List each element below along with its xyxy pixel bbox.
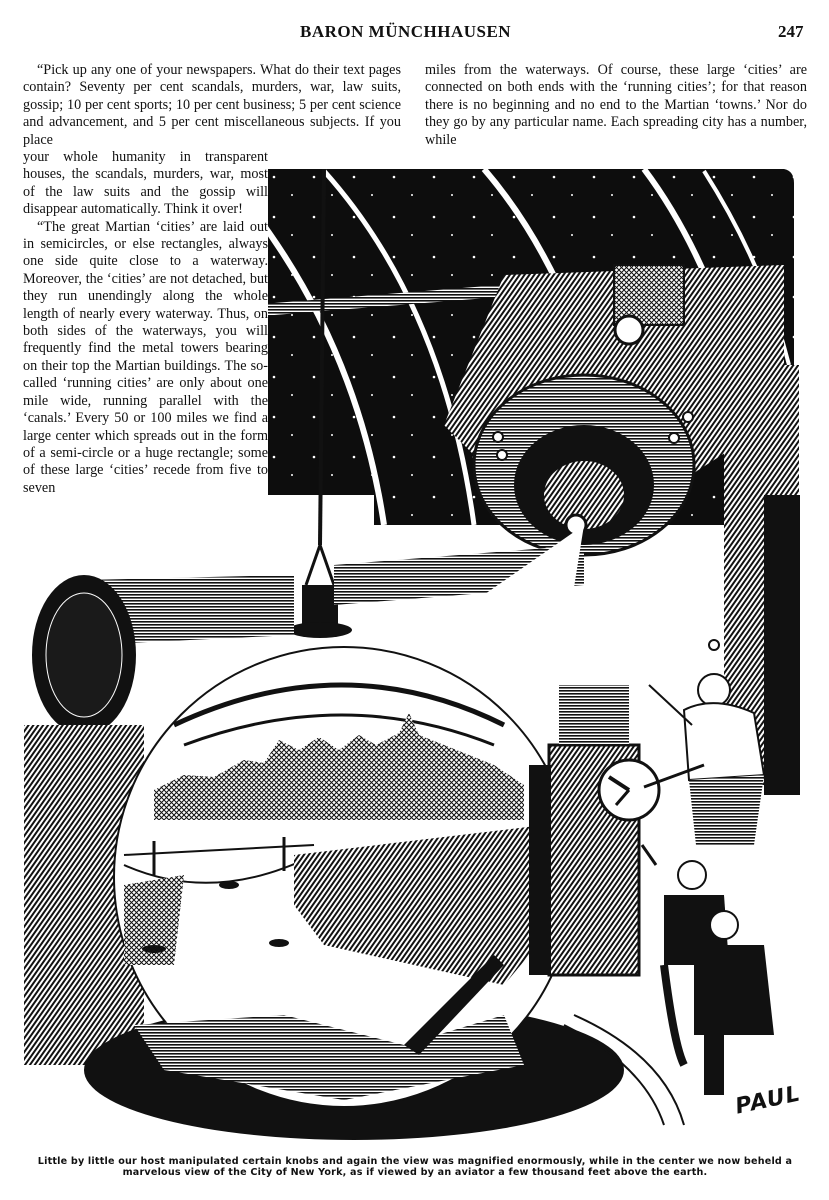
illustration-caption <box>30 1156 800 1178</box>
page-number: 247 <box>778 22 804 41</box>
globe <box>114 647 574 1107</box>
running-title: BARON MÜNCHHAUSEN <box>300 22 512 41</box>
caption-line: Little by little our host manipulated certain knobs and again the view was magnified enormously, while in the center we now beheld a <box>37 1156 793 1167</box>
text-column-left-top <box>23 62 401 149</box>
running-head <box>0 22 829 46</box>
text-column-right-top <box>425 62 807 149</box>
artist-signature: PAUL <box>733 1081 803 1120</box>
paragraph: “The great Martian ‘cities’ are laid out in semicircles, or else rectangles, always one side quite close to a waterway. Moreover, the ‘cities’ are not detached, but they run unendingly along the whole length of nearly every waterway. Thus, on both sides of the waterways, you will frequently find the metal towers bearing on their top the Martian buildings. The so-called ‘running cities’ are only about one mile wide, running parallel with the ‘canals.’ Every 50 or 100 miles we find a large center which spreads out in the form of a semi-circle or a huge rectangle; some of these large ‘cities’ recede from five to seven <box>23 218 268 496</box>
paragraph: “Pick up any one of your newspapers. What do their text pages contain? Seventy per cent scandals, murders, war, law suits, gossip; 10 per cent sports; 10 per cent business; 5 per cent science and advancement, and 5 per cent miscellaneous subjects. If you place <box>23 62 401 148</box>
text-column-left-narrow <box>23 149 268 503</box>
caption-line: marvelous view of the City of New York, as if viewed by an aviator a few thousand feet above the earth. <box>122 1167 708 1178</box>
paragraph: miles from the waterways. Of course, these large ‘cities’ are connected on both ends with the ‘running cities’; for that reason there is no beginning and no end to the Martian ‘towns.’ Nor do they go by any particular name. Each spreading city has a number, while <box>425 62 807 148</box>
paragraph: your whole humanity in transparent houses, the scandals, murders, war, most of the law suits and the gossip will disappear automatically. Think it over! <box>23 149 268 218</box>
